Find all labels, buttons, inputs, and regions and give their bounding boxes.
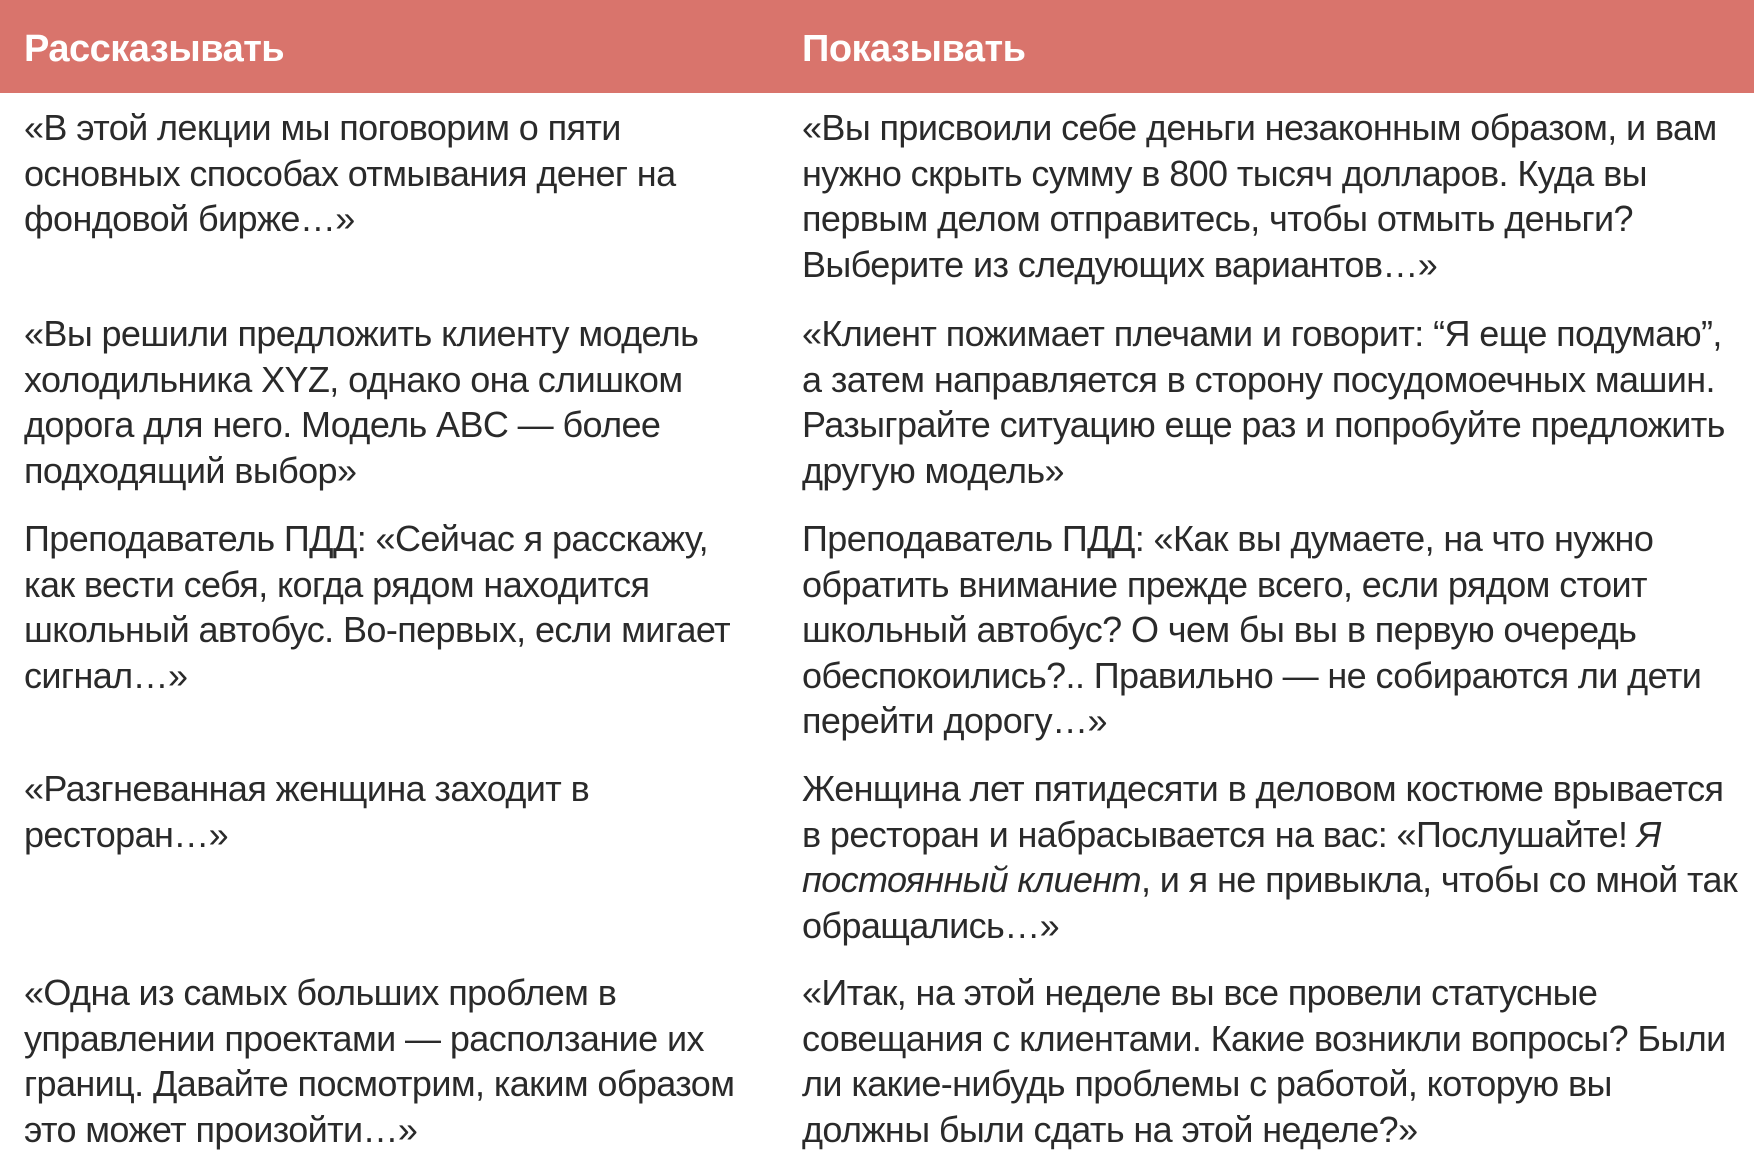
tell-cell: «Вы решили предложить клиенту модель холодильника XYZ, однако она слишком дорога для него. Модель ABC — более подходящий выбор» — [24, 313, 699, 491]
show-cell: Преподаватель ПДД: «Как вы думаете, на что нужно обратить внимание прежде всего, если рядом стоит школьный автобус? О чем бы вы в первую очередь обеспокоились?.. Правильно — не собираются ли дети перейти дорогу…» — [802, 518, 1702, 741]
show-cell: «Итак, на этой неделе вы все провели статусные совещания с клиентами. Какие возникли вопросы? Были ли какие-нибудь проблемы с работой, которую вы должны были сдать на этой неделе?» — [802, 972, 1726, 1150]
show-text-before: Женщина лет пятидесяти в деловом костюме врывается в ресторан и набрасывается на вас: «Послушайте! — [802, 768, 1724, 855]
show-text-after: , и я не привыкла, чтобы со мной так обращались…» — [802, 859, 1738, 946]
table-header — [0, 0, 1754, 93]
column-header-show: Показывать — [802, 28, 1026, 70]
tell-cell: «В этой лекции мы поговорим о пяти основных способах отмывания денег на фондовой бирже…» — [24, 107, 676, 239]
tell-cell: Преподаватель ПДД: «Сейчас я расскажу, как вести себя, когда рядом находится школьный автобус. Во-первых, если мигает сигнал…» — [24, 518, 731, 696]
show-cell: «Клиент пожимает плечами и говорит: “Я еще подумаю”, а затем направляется в сторону посудомоечных машин. Разыграйте ситуацию еще раз и попробуйте предложить другую модель» — [802, 313, 1725, 491]
show-cell — [802, 766, 1742, 948]
column-header-tell: Рассказывать — [24, 28, 285, 70]
show-cell: «Вы присвоили себе деньги незаконным образом, и вам нужно скрыть сумму в 800 тысяч долларов. Куда вы первым делом отправитесь, чтобы отмыть деньги? Выберите из следующих вариантов…» — [802, 107, 1717, 285]
show-text-emphasis: Я постоянный клиент — [802, 813, 1661, 900]
tell-cell: «Разгневанная женщина заходит в ресторан…» — [24, 768, 590, 855]
tell-cell: «Одна из самых больших проблем в управлении проектами — расползание их границ. Давайте посмотрим, каким образом это может произойти…» — [24, 972, 735, 1150]
